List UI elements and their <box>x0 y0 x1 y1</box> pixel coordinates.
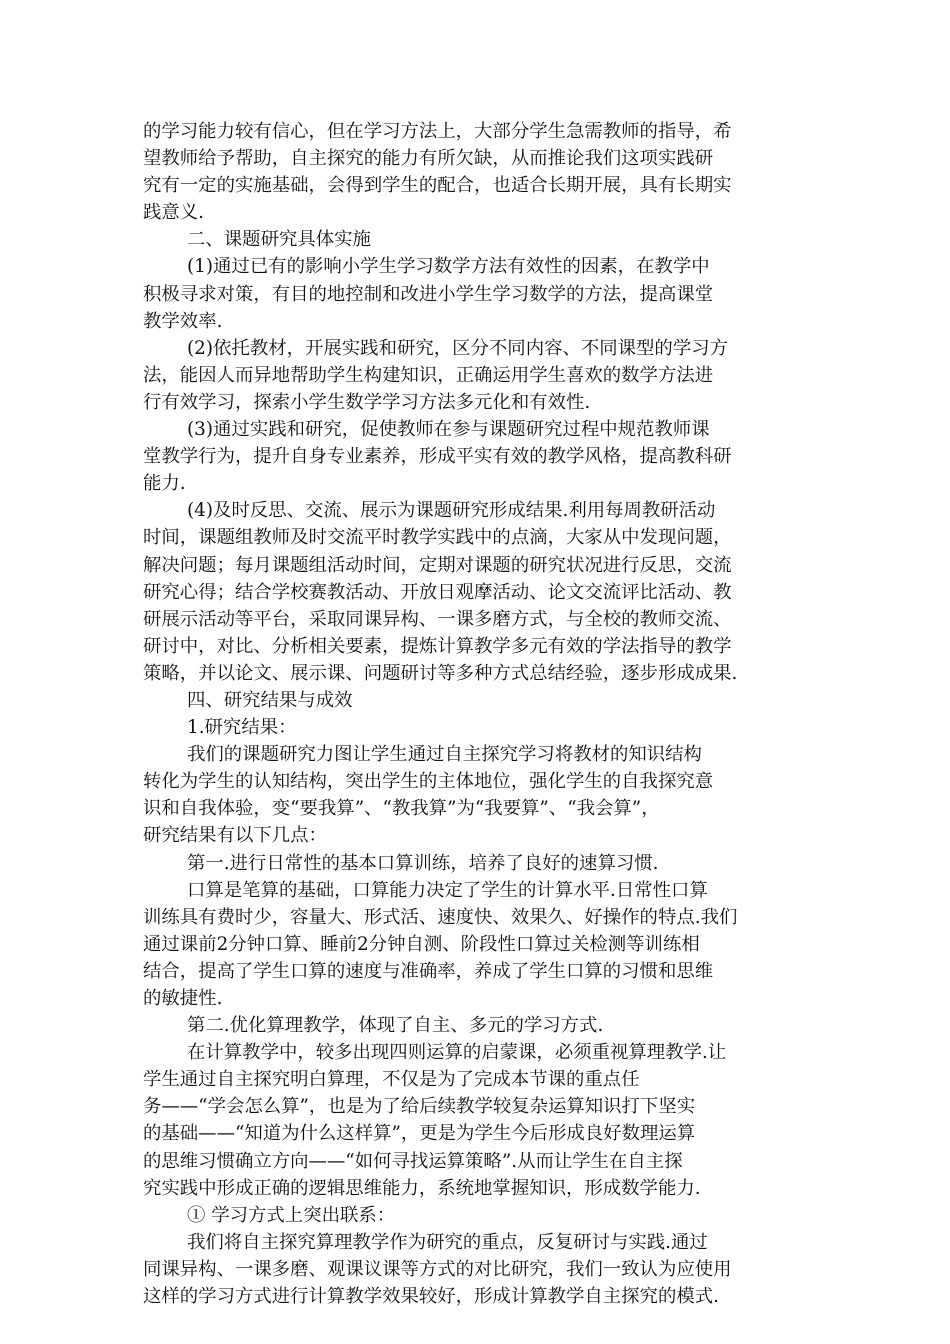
text-line: 究有一定的实施基础，会得到学生的配合，也适合长期开展，具有长期实 <box>143 175 732 197</box>
text-line: 堂教学行为，提升自身专业素养，形成平实有效的教学风格，提高教科研 <box>143 446 732 468</box>
text-line: 第一.进行日常性的基本口算训练，培养了良好的速算习惯. <box>187 852 659 874</box>
text-line: 训练具有费时少，容量大、形式活、速度快、效果久、好操作的特点.我们 <box>143 906 738 928</box>
text-line: 研展示活动等平台，采取同课异构、一课多磨方式，与全校的教师交流、 <box>143 608 732 630</box>
text-line: (3)通过实践和研究，促使教师在参与课题研究过程中规范教师课 <box>187 419 710 441</box>
text-line: (1)通过已有的影响小学生学习数学方法有效性的因素，在教学中 <box>187 256 710 278</box>
text-line: 研究结果有以下几点： <box>143 825 327 847</box>
text-line: 能力. <box>143 473 186 495</box>
text-line: 的思维习惯确立方向——“如何寻找运算策略”.从而让学生在自主探 <box>143 1150 683 1172</box>
text-line: 的敏捷性. <box>143 988 223 1009</box>
text-line: 教学效率. <box>143 310 223 332</box>
document-body <box>143 118 813 1310</box>
text-line: 践意义. <box>143 202 205 224</box>
text-line: 这样的学习方式进行计算教学效果较好，形成计算教学自主探究的模式. <box>143 1286 719 1308</box>
text-line: 法，能因人而异地帮助学生构建知识，正确运用学生喜欢的数学方法进 <box>143 364 714 386</box>
text-line: 的基础——“知道为什么这样算”，更是为学生今后形成良好数理运算 <box>143 1123 696 1145</box>
text-line: 望教师给予帮助，自主探究的能力有所欠缺，从而推论我们这项实践研 <box>143 148 714 170</box>
text-line: 二、课题研究具体实施 <box>187 229 371 251</box>
text-line: 我们的课题研究力图让学生通过自主探究学习将教材的知识结构 <box>187 744 702 766</box>
text-line: (4)及时反思、交流、展示为课题研究形成结果.利用每周教研活动 <box>187 500 716 522</box>
text-line: 同课异构、一课多磨、观课议课等方式的对比研究，我们一致认为应使用 <box>143 1258 732 1280</box>
text-line: 第二.优化算理教学，体现了自主、多元的学习方式. <box>187 1015 604 1037</box>
text-line: 口算是笔算的基础，口算能力决定了学生的计算水平.日常性口算 <box>187 879 708 901</box>
text-line: 学生通过自主探究明白算理，不仅是为了完成本节课的重点任 <box>143 1069 640 1091</box>
text-line: 积极寻求对策，有目的地控制和改进小学生学习数学的方法，提高课堂 <box>143 283 714 305</box>
text-line: 研讨中，对比、分析相关要素，提炼计算教学多元有效的学法指导的教学 <box>143 635 732 657</box>
text-line: 究实践中形成正确的逻辑思维能力，系统地掌握知识，形成数学能力. <box>143 1177 701 1199</box>
text-line: 通过课前2分钟口算、睡前2分钟自测、阶段性口算过关检测等训练相 <box>143 933 700 955</box>
text-line: ① 学习方式上突出联系： <box>187 1204 396 1226</box>
text-line: 我们将自主探究算理教学作为研究的重点，反复研讨与实践.通过 <box>187 1231 708 1253</box>
text-line: 四、研究结果与成效 <box>187 689 353 711</box>
text-line: 在计算教学中，较多出现四则运算的启蒙课，必须重视算理教学.让 <box>187 1042 727 1064</box>
text-line: 1.研究结果： <box>187 717 297 739</box>
text-line: 识和自我体验，变“要我算”、“教我算”为“我要算”、“我会算”， <box>143 798 660 820</box>
text-line: 的学习能力较有信心，但在学习方法上，大部分学生急需教师的指导，希 <box>143 121 732 142</box>
text-line: (2)依托教材，开展实践和研究，区分不同内容、不同课型的学习方 <box>187 337 728 359</box>
text-line: 解决问题；每月课题组活动时间，定期对课题的研究状况进行反思，交流 <box>143 554 732 576</box>
text-line: 结合，提高了学生口算的速度与准确率，养成了学生口算的习惯和思维 <box>143 960 714 982</box>
text-line: 策略，并以论文、展示课、问题研讨等多种方式总结经验，逐步形成成果. <box>143 662 738 684</box>
text-line: 转化为学生的认知结构，突出学生的主体地位，强化学生的自我探究意 <box>143 771 714 793</box>
text-line: 时间，课题组教师及时交流平时教学实践中的点滴，大家从中发现问题， <box>143 527 732 549</box>
text-line: 研究心得；结合学校赛教活动、开放日观摩活动、论文交流评比活动、教 <box>143 581 732 603</box>
text-line: 务——“学会怎么算”，也是为了给后续教学较复杂运算知识打下坚实 <box>143 1096 696 1118</box>
text-line: 行有效学习，探索小学生数学学习方法多元化和有效性. <box>143 391 591 413</box>
